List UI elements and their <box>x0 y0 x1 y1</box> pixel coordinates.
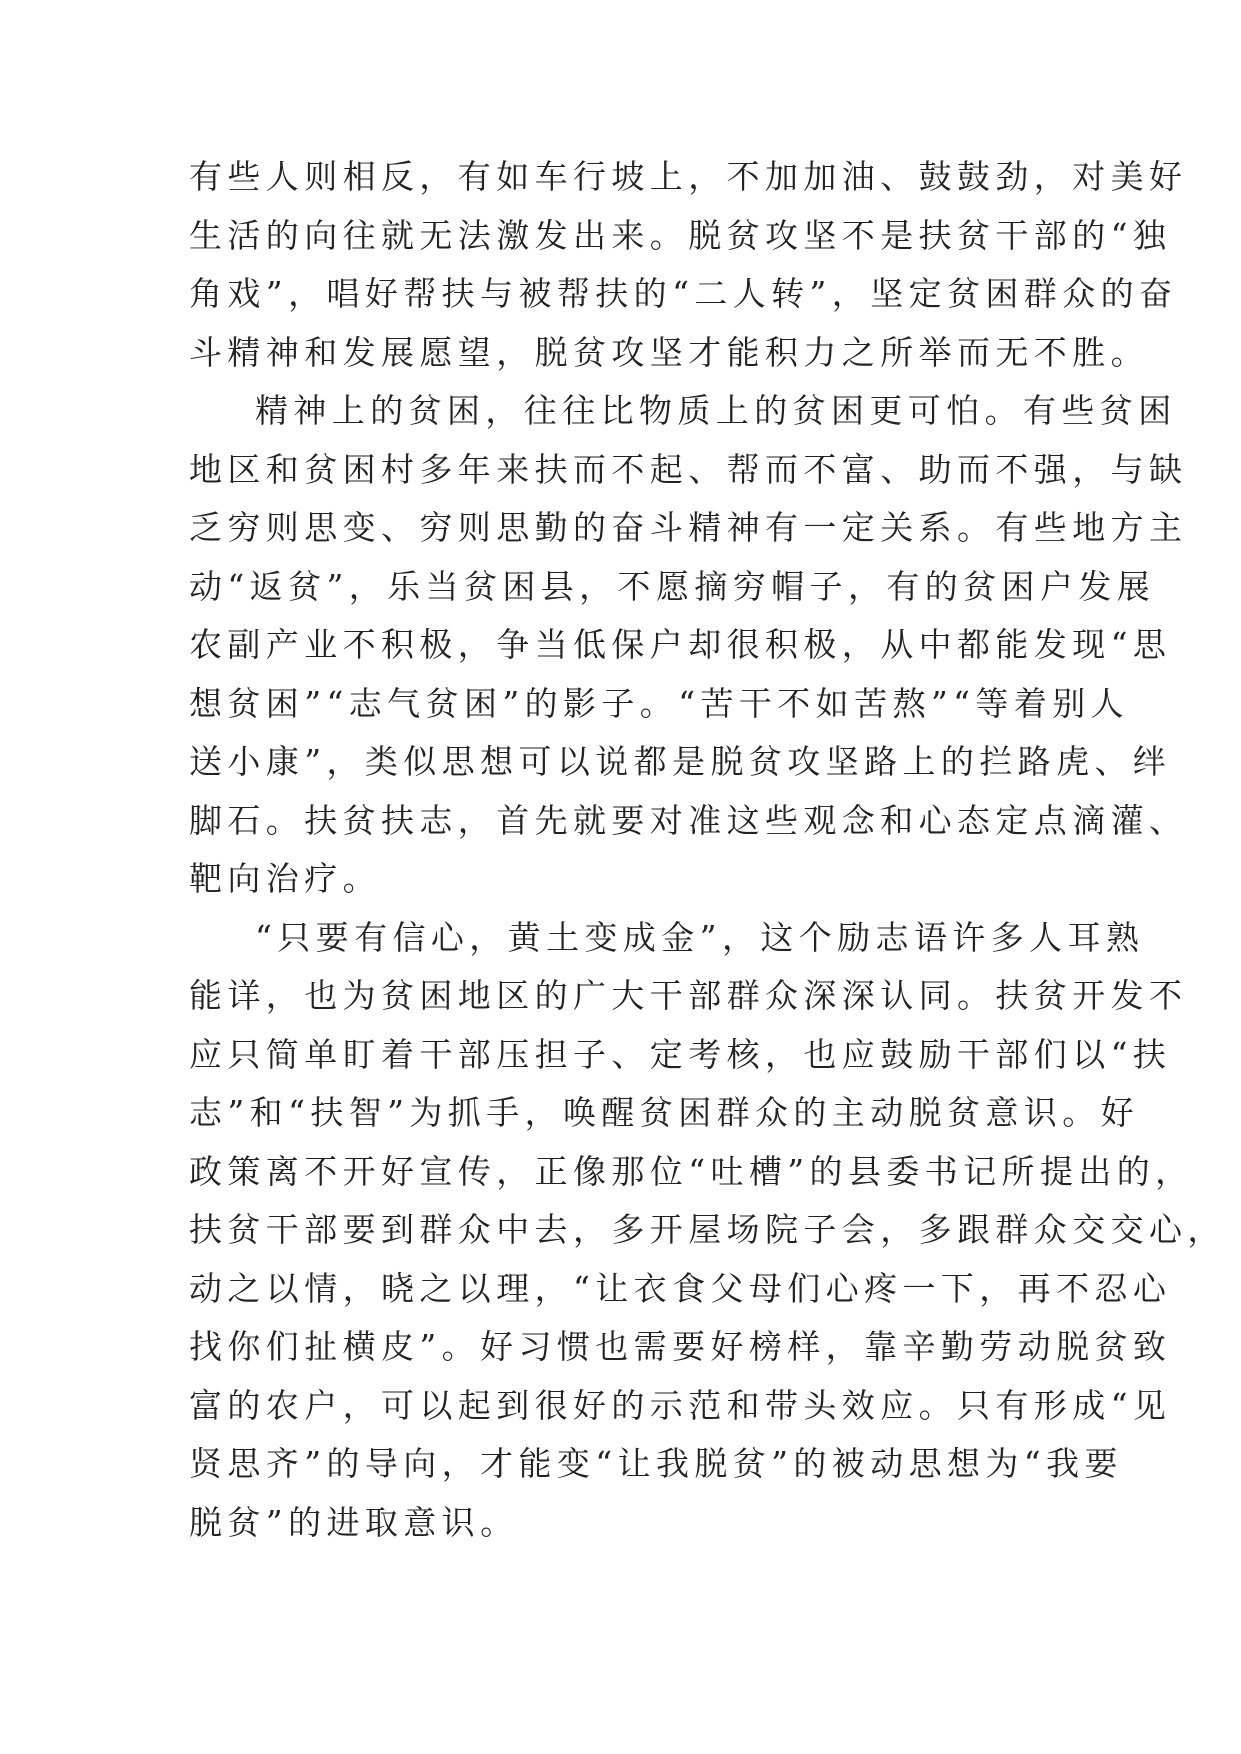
text-line: 贤思齐”的导向，才能变“让我脱贫”的被动思想为“我要 <box>189 1444 1123 1483</box>
text-line: 送小康”，类似思想可以说都是脱贫攻坚路上的拦路虎、绊 <box>189 742 1172 781</box>
text-line: 角戏”，唱好帮扶与被帮扶的“二人转”，坚定贫困群众的奋 <box>189 274 1178 313</box>
text-line: 找你们扯横皮”。好习惯也需要好榜样，靠辛勤劳动脱贫致 <box>189 1327 1172 1366</box>
paragraph <box>189 148 1188 382</box>
text-line: 扶贫干部要到群众中去，多开屋场院子会，多跟群众交交心， <box>189 1210 1226 1249</box>
paragraph <box>189 382 1188 909</box>
text-line: 生活的向往就无法激发出来。脱贫攻坚不是扶贫干部的“独 <box>189 215 1172 255</box>
text-line: 地区和贫困村多年来扶而不起、帮而不富、助而不强，与缺 <box>189 449 1188 489</box>
text-line: 动之以情，晓之以理，“让衣食父母们心疼一下，再不忍心 <box>189 1268 1172 1308</box>
text-line: 靶向治疗。 <box>189 859 381 898</box>
text-line: “只要有信心，黄土变成金”，这个励志语许多人耳熟 <box>255 917 1145 957</box>
text-line: 富的农户，可以起到很好的示范和带头效应。只有形成“见 <box>189 1385 1172 1425</box>
text-line: 精神上的贫困，往往比物质上的贫困更可怕。有些贫困 <box>255 391 1177 430</box>
paragraph <box>189 909 1226 1553</box>
text-line: 能详，也为贫困地区的广大干部群众深深认同。扶贫开发不 <box>189 976 1188 1015</box>
text-line: 脱贫”的进取意识。 <box>189 1502 519 1542</box>
text-line: 志”和“扶智”为抓手，唤醒贫困群众的主动脱贫意识。好 <box>189 1093 1140 1132</box>
document-body <box>189 148 1226 1552</box>
text-line: 农副产业不积极，争当低保户却很积极，从中都能发现“思 <box>189 625 1172 664</box>
text-line: 政策离不开好宣传，正像那位“吐槽”的县委书记所提出的， <box>189 1151 1194 1191</box>
text-line: 想贫困”“志气贫困”的影子。“苦干不如苦熬”“等着别人 <box>189 683 1130 723</box>
text-line: 脚石。扶贫扶志，首先就要对准这些观念和心态定点滴灌、 <box>189 800 1188 840</box>
text-line: 斗精神和发展愿望，脱贫攻坚才能积力之所举而无不胜。 <box>189 332 1149 372</box>
text-line: 应只简单盯着干部压担子、定考核，也应鼓励干部们以“扶 <box>189 1034 1172 1074</box>
text-line: 乏穷则思变、穷则思勤的奋斗精神有一定关系。有些地方主 <box>189 508 1188 547</box>
text-line: 动“返贫”，乐当贫困县，不愿摘穷帽子，有的贫困户发展 <box>189 566 1156 606</box>
text-line: 有些人则相反，有如车行坡上，不加加油、鼓鼓劲，对美好 <box>189 157 1188 196</box>
